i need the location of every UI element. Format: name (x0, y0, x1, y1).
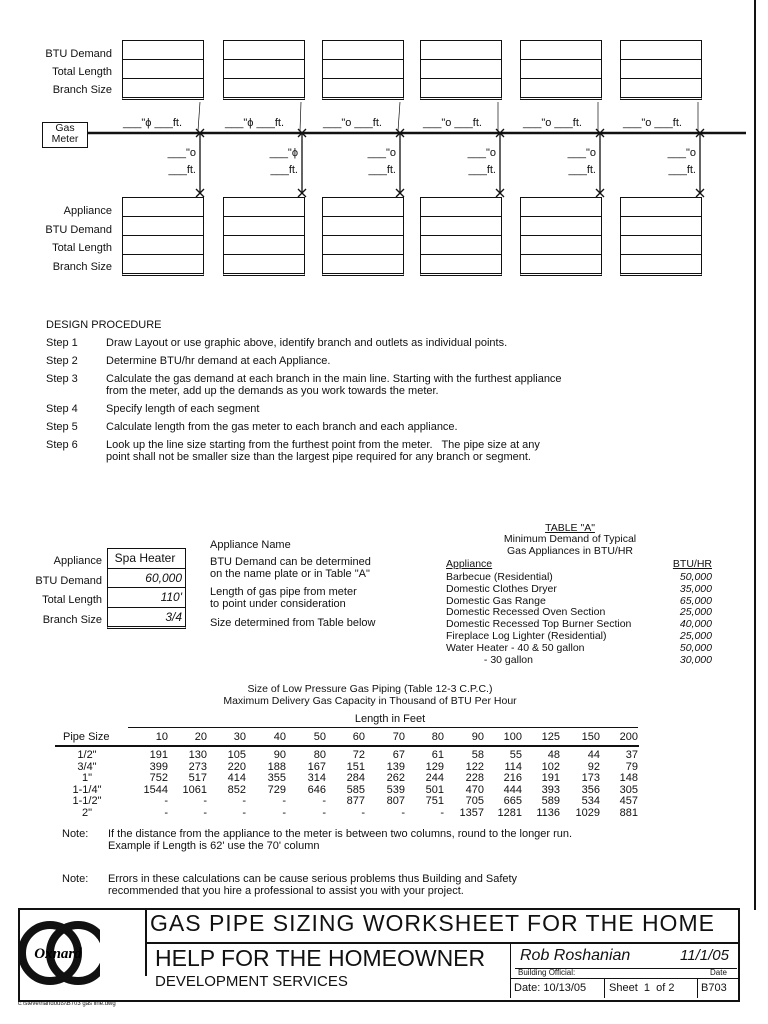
input-cell[interactable] (421, 198, 501, 217)
capacity-value: 191 (149, 749, 168, 761)
table-a-btu: 40,000 (679, 618, 712, 631)
input-cell[interactable] (621, 79, 701, 97)
date-label: Date (710, 968, 727, 977)
table-a-appliance: Domestic Recessed Oven Section (446, 606, 606, 619)
input-cell[interactable] (421, 236, 501, 255)
table-a-appliance: Barbecue (Residential) (446, 571, 553, 583)
table-a-appliance: - 30 gallon (446, 653, 533, 666)
capacity-value: 585 (346, 783, 365, 796)
appliance-input-box (420, 197, 502, 276)
branch-length-label: ___ft. (270, 164, 298, 176)
capacity-value: 216 (503, 772, 522, 784)
issue-date: Date: 10/13/05 (514, 982, 587, 994)
example-value: 3/4 (165, 609, 182, 624)
capacity-value: 1281 (497, 806, 522, 819)
procedure-title: DESIGN PROCEDURE (46, 319, 162, 331)
input-cell[interactable] (224, 255, 304, 273)
capacity-value: 129 (425, 760, 444, 773)
capacity-value: 167 (307, 760, 326, 773)
capacity-value: 314 (307, 772, 326, 784)
input-cell[interactable] (323, 79, 403, 97)
capacity-value: - (322, 795, 326, 807)
capacity-value: 37 (625, 749, 638, 761)
capacity-value: 470 (465, 783, 484, 796)
gas-meter-box (42, 122, 88, 148)
capacity-value: 877 (346, 795, 365, 807)
branch-length-label: ___ft. (468, 164, 496, 176)
input-cell[interactable] (123, 41, 203, 60)
pipe-size-header: Pipe Size (63, 731, 110, 743)
row-label: BTU Demand (45, 48, 112, 60)
capacity-value: 191 (541, 772, 560, 784)
appliance-input-box (520, 197, 602, 276)
appliance-input-box (322, 197, 404, 276)
table-a-subtitle: Minimum Demand of Typical (503, 533, 637, 545)
leader-line (198, 102, 200, 131)
table-a-btu: 25,000 (679, 606, 712, 619)
leader-line (398, 102, 400, 131)
capacity-value: - (164, 795, 168, 807)
capacity-value: 705 (465, 795, 484, 807)
official-label: Building Official: (518, 968, 576, 977)
capacity-value: 173 (581, 772, 600, 784)
capacity-value: 752 (149, 772, 168, 784)
input-cell[interactable] (224, 41, 304, 60)
drawing-code: B703 (701, 982, 727, 994)
capacity-value: 517 (188, 772, 207, 784)
branch-size-label: ___"ϕ (269, 147, 298, 159)
capacity-value: 44 (587, 749, 600, 761)
document-title: GAS PIPE SIZING WORKSHEET FOR THE HOME (150, 910, 715, 936)
table-a-subtitle: Gas Appliances in BTU/HR (506, 545, 634, 557)
capacity-value: 102 (541, 760, 560, 773)
capacity-value: 646 (307, 783, 326, 796)
divider (510, 978, 738, 979)
table-a-btu: 25,000 (679, 630, 712, 642)
appliance-input-box (620, 197, 702, 276)
pipe-size: 1-1/4" (72, 783, 102, 796)
table-a-col-appliance: Appliance (446, 558, 493, 570)
capacity-value: 751 (425, 795, 444, 807)
capacity-value: 61 (431, 749, 444, 761)
example-note: BTU Demand can be determined on the name plate or in Table "A" (210, 556, 371, 580)
branch-length-label: ___ft. (668, 164, 696, 176)
segment-size-length-label: ___"ϕ ___ft. (123, 117, 182, 129)
length-column-header: 40 (273, 731, 286, 743)
length-column-header: 90 (471, 731, 484, 743)
note-label: Note: (62, 873, 89, 885)
branch-input-box (520, 40, 602, 100)
capacity-value: 151 (346, 760, 365, 773)
row-label: Total Length (52, 242, 112, 254)
capacity-value: - (282, 806, 286, 819)
pipe-size: 1" (81, 772, 93, 784)
capacity-value: 807 (386, 795, 405, 807)
input-cell[interactable] (224, 198, 304, 217)
input-cell[interactable] (323, 217, 403, 236)
segment-size-length-label: ___"o ___ft. (523, 117, 582, 129)
row-label: Branch Size (52, 260, 112, 273)
capacity-value: 114 (504, 760, 522, 773)
input-cell[interactable] (123, 79, 203, 97)
segment-size-length-label: ___"ϕ ___ft. (225, 117, 284, 129)
pipe-size: 1-1/2" (72, 795, 102, 807)
step-number: Step 4 (46, 403, 78, 415)
table-a-btu: 50,000 (679, 571, 712, 583)
capacity-value: - (164, 806, 168, 819)
pipe-table-subtitle: Maximum Delivery Gas Capacity in Thousand of BTU Per Hour (223, 695, 517, 707)
step-number: Step 2 (46, 355, 78, 367)
length-column-header: 200 (619, 731, 638, 743)
input-cell[interactable] (521, 255, 601, 273)
example-label: Appliance (53, 555, 102, 567)
example-box (107, 548, 186, 629)
input-cell[interactable] (123, 198, 203, 217)
table-a-appliance: Domestic Recessed Top Burner Section (446, 618, 632, 631)
divider (128, 727, 638, 728)
table-a-appliance: Domestic Gas Range (446, 594, 546, 607)
example-label: Branch Size (42, 613, 102, 626)
capacity-value: - (440, 806, 444, 819)
capacity-value: 1029 (575, 806, 600, 819)
segment-size-length-label: ___"o ___ft. (623, 117, 682, 129)
capacity-value: 355 (267, 772, 286, 784)
appliance-input-box (223, 197, 305, 276)
example-note: Size determined from Table below (210, 617, 376, 629)
input-cell[interactable] (323, 60, 403, 79)
length-column-header: 70 (392, 731, 405, 743)
capacity-value: 356 (581, 783, 600, 796)
branch-size-label: ___"o (467, 147, 496, 159)
capacity-value: 1136 (536, 806, 560, 819)
length-header: Length in Feet (354, 713, 426, 725)
capacity-value: 1357 (459, 806, 484, 819)
input-cell[interactable] (224, 236, 304, 255)
file-path: c:\steve\handouts\B703 gas line.dwg (18, 1001, 116, 1007)
length-column-header: 125 (541, 731, 560, 743)
segment-size-length-label: ___"o ___ft. (323, 117, 382, 129)
capacity-value: 262 (386, 772, 405, 784)
table-a-col-btu: BTU/HR (672, 558, 712, 570)
branch-input-box (420, 40, 502, 100)
table-a-btu: 30,000 (679, 653, 712, 666)
signature: Rob Roshanian (520, 947, 631, 964)
example-label: BTU Demand (35, 574, 102, 587)
svg-text:Oxnard: Oxnard (34, 946, 82, 962)
row-label: BTU Demand (45, 223, 112, 236)
table-a-appliance: Water Heater - 40 & 50 gallon (446, 641, 585, 654)
table-a-btu: 50,000 (679, 641, 712, 654)
divider (510, 944, 511, 998)
input-cell[interactable] (521, 60, 601, 79)
capacity-value: - (322, 806, 326, 819)
capacity-value: 72 (352, 749, 365, 761)
capacity-value: 665 (503, 795, 522, 807)
branch-input-box (122, 40, 204, 100)
input-cell[interactable] (224, 79, 304, 97)
meter-label: Meter (51, 133, 79, 145)
capacity-value: 244 (425, 772, 444, 784)
note-label: Note: (62, 828, 89, 840)
sign-date: 11/1/05 (680, 947, 729, 964)
leader-line (300, 102, 301, 131)
example-note: Length of gas pipe from meter to point under consideration (210, 586, 357, 610)
capacity-value: - (203, 806, 207, 819)
step-text: Determine BTU/hr demand at each Appliance. (106, 355, 331, 367)
step-number: Step 6 (46, 439, 78, 451)
meter-label: Gas (55, 122, 75, 134)
branch-size-label: ___"o (667, 147, 696, 159)
branch-length-label: ___ft. (568, 164, 596, 176)
branch-size-label: ___"o (367, 147, 396, 159)
segment-size-length-label: ___"o ___ft. (423, 117, 482, 129)
branch-input-box (322, 40, 404, 100)
table-a-title: TABLE "A" (545, 522, 595, 534)
capacity-value: 1544 (143, 783, 168, 796)
capacity-value: 139 (386, 760, 405, 773)
length-column-header: 30 (233, 731, 246, 743)
input-cell[interactable] (323, 198, 403, 217)
length-column-header: 20 (194, 731, 207, 743)
input-cell[interactable] (421, 60, 501, 79)
input-cell[interactable] (323, 236, 403, 255)
input-cell[interactable] (621, 217, 701, 236)
input-cell[interactable] (421, 79, 501, 97)
length-column-header: 100 (503, 731, 522, 743)
input-cell[interactable] (521, 198, 601, 217)
capacity-value: 1061 (182, 783, 207, 796)
length-column-header: 150 (581, 731, 600, 743)
table-a-appliance: Domestic Clothes Dryer (446, 582, 557, 595)
step-number: Step 5 (46, 421, 78, 433)
capacity-value: 399 (149, 760, 168, 773)
capacity-value: 79 (625, 760, 638, 773)
capacity-value: 228 (465, 772, 484, 784)
divider (55, 745, 639, 747)
input-cell[interactable] (421, 41, 501, 60)
capacity-value: 284 (346, 772, 365, 784)
pipe-table-title: Size of Low Pressure Gas Piping (Table 12-3 C.P.C.) (247, 683, 493, 695)
table-a-btu: 65,000 (679, 594, 712, 607)
branch-size-label: ___"o (167, 147, 196, 159)
department: DEVELOPMENT SERVICES (155, 973, 348, 990)
input-cell[interactable] (123, 217, 203, 236)
capacity-value: 67 (392, 749, 405, 761)
step-text: Draw Layout or use graphic above, identify branch and outlets as individual points. (106, 337, 508, 349)
branch-length-label: ___ft. (368, 164, 396, 176)
example-note: Appliance Name (210, 539, 291, 551)
branch-length-label: ___ft. (168, 164, 196, 176)
capacity-value: 539 (386, 783, 405, 796)
sheet-number: Sheet 1 of 2 (609, 982, 675, 994)
input-cell[interactable] (621, 41, 701, 60)
capacity-value: - (282, 795, 286, 807)
capacity-value: 414 (227, 772, 246, 784)
capacity-value: 881 (619, 806, 638, 819)
capacity-value: 589 (541, 795, 560, 807)
length-column-header: 60 (352, 731, 365, 743)
step-number: Step 1 (46, 337, 78, 349)
example-value: 110' (108, 588, 185, 608)
input-cell[interactable] (323, 41, 403, 60)
length-column-header: 80 (431, 731, 444, 743)
document-subtitle: HELP FOR THE HOMEOWNER (155, 945, 486, 971)
capacity-value: 58 (471, 749, 484, 761)
row-label: Total Length (52, 66, 112, 78)
example-value: Spa Heater (108, 549, 185, 569)
input-cell[interactable] (421, 217, 501, 236)
input-cell[interactable] (421, 255, 501, 273)
input-cell[interactable] (521, 79, 601, 97)
capacity-value: 48 (547, 749, 560, 761)
input-cell[interactable] (621, 255, 701, 273)
note-text: If the distance from the appliance to the meter is between two columns, round to the longer run. Example if Length is 62' use the 70' column (108, 828, 573, 852)
branch-input-box (223, 40, 305, 100)
capacity-value: 534 (581, 795, 600, 807)
city-logo (20, 910, 100, 996)
length-column-header: 10 (155, 731, 168, 743)
capacity-value: 122 (465, 760, 484, 773)
pipe-size: 1/2" (77, 749, 97, 761)
row-label: Appliance (63, 205, 112, 217)
capacity-value: 220 (227, 760, 246, 773)
capacity-value: 852 (227, 783, 246, 796)
input-cell[interactable] (123, 255, 203, 273)
input-cell[interactable] (123, 236, 203, 255)
input-cell[interactable] (521, 217, 601, 236)
length-column-header: 50 (313, 731, 326, 743)
capacity-value: - (401, 806, 405, 819)
input-cell[interactable] (621, 60, 701, 79)
input-cell[interactable] (621, 198, 701, 217)
step-number: Step 3 (46, 373, 78, 385)
pipe-size: 3/4" (77, 760, 97, 773)
capacity-value: 501 (425, 783, 444, 796)
row-label: Branch Size (52, 84, 112, 96)
table-a-btu: 35,000 (679, 582, 712, 595)
step-text: Specify length of each segment (106, 403, 260, 415)
input-cell[interactable] (521, 236, 601, 255)
capacity-value: 90 (273, 749, 286, 761)
capacity-value: 148 (619, 772, 638, 784)
example-value: 60,000 (108, 569, 185, 589)
capacity-value: - (361, 806, 365, 819)
divider (604, 979, 605, 998)
table-a-appliance: Fireplace Log Lighter (Residential) (446, 630, 607, 642)
capacity-value: 130 (188, 749, 207, 761)
divider (697, 979, 698, 998)
input-cell[interactable] (621, 236, 701, 255)
capacity-value: 393 (541, 783, 560, 796)
appliance-input-box (122, 197, 204, 276)
input-cell[interactable] (521, 41, 601, 60)
capacity-value: 444 (503, 783, 522, 796)
input-cell[interactable] (123, 60, 203, 79)
input-cell[interactable] (323, 255, 403, 273)
branch-size-label: ___"o (567, 147, 596, 159)
note-text: Errors in these calculations can be cause serious problems thus Building and Safety recommended that you hire a professional to assist you with your project. (108, 873, 518, 897)
capacity-value: 105 (227, 749, 246, 761)
branch-input-box (620, 40, 702, 100)
capacity-value: - (242, 806, 246, 819)
pipe-size: 2" (81, 806, 93, 819)
divider (145, 942, 738, 944)
capacity-value: 55 (509, 749, 522, 761)
capacity-value: 80 (313, 749, 326, 761)
step-text: Calculate the gas demand at each branch in the main line. Starting with the furthest appliance from the meter, add up the demands as you work towards the meter. (106, 373, 562, 397)
capacity-value: 457 (619, 795, 638, 807)
capacity-value: 729 (267, 783, 286, 796)
capacity-value: - (203, 795, 207, 807)
step-text: Calculate length from the gas meter to each branch and each appliance. (106, 421, 458, 433)
input-cell[interactable] (224, 60, 304, 79)
capacity-value: 188 (267, 760, 286, 773)
capacity-value: 92 (587, 760, 600, 773)
capacity-value: 305 (619, 783, 638, 796)
capacity-value: 273 (188, 760, 207, 773)
example-label: Total Length (42, 594, 102, 606)
step-text: Look up the line size starting from the furthest point from the meter. The pipe size at any point shall not be smaller size than the largest pipe required for any branch or segment. (106, 439, 540, 463)
capacity-value: - (242, 795, 246, 807)
input-cell[interactable] (224, 217, 304, 236)
